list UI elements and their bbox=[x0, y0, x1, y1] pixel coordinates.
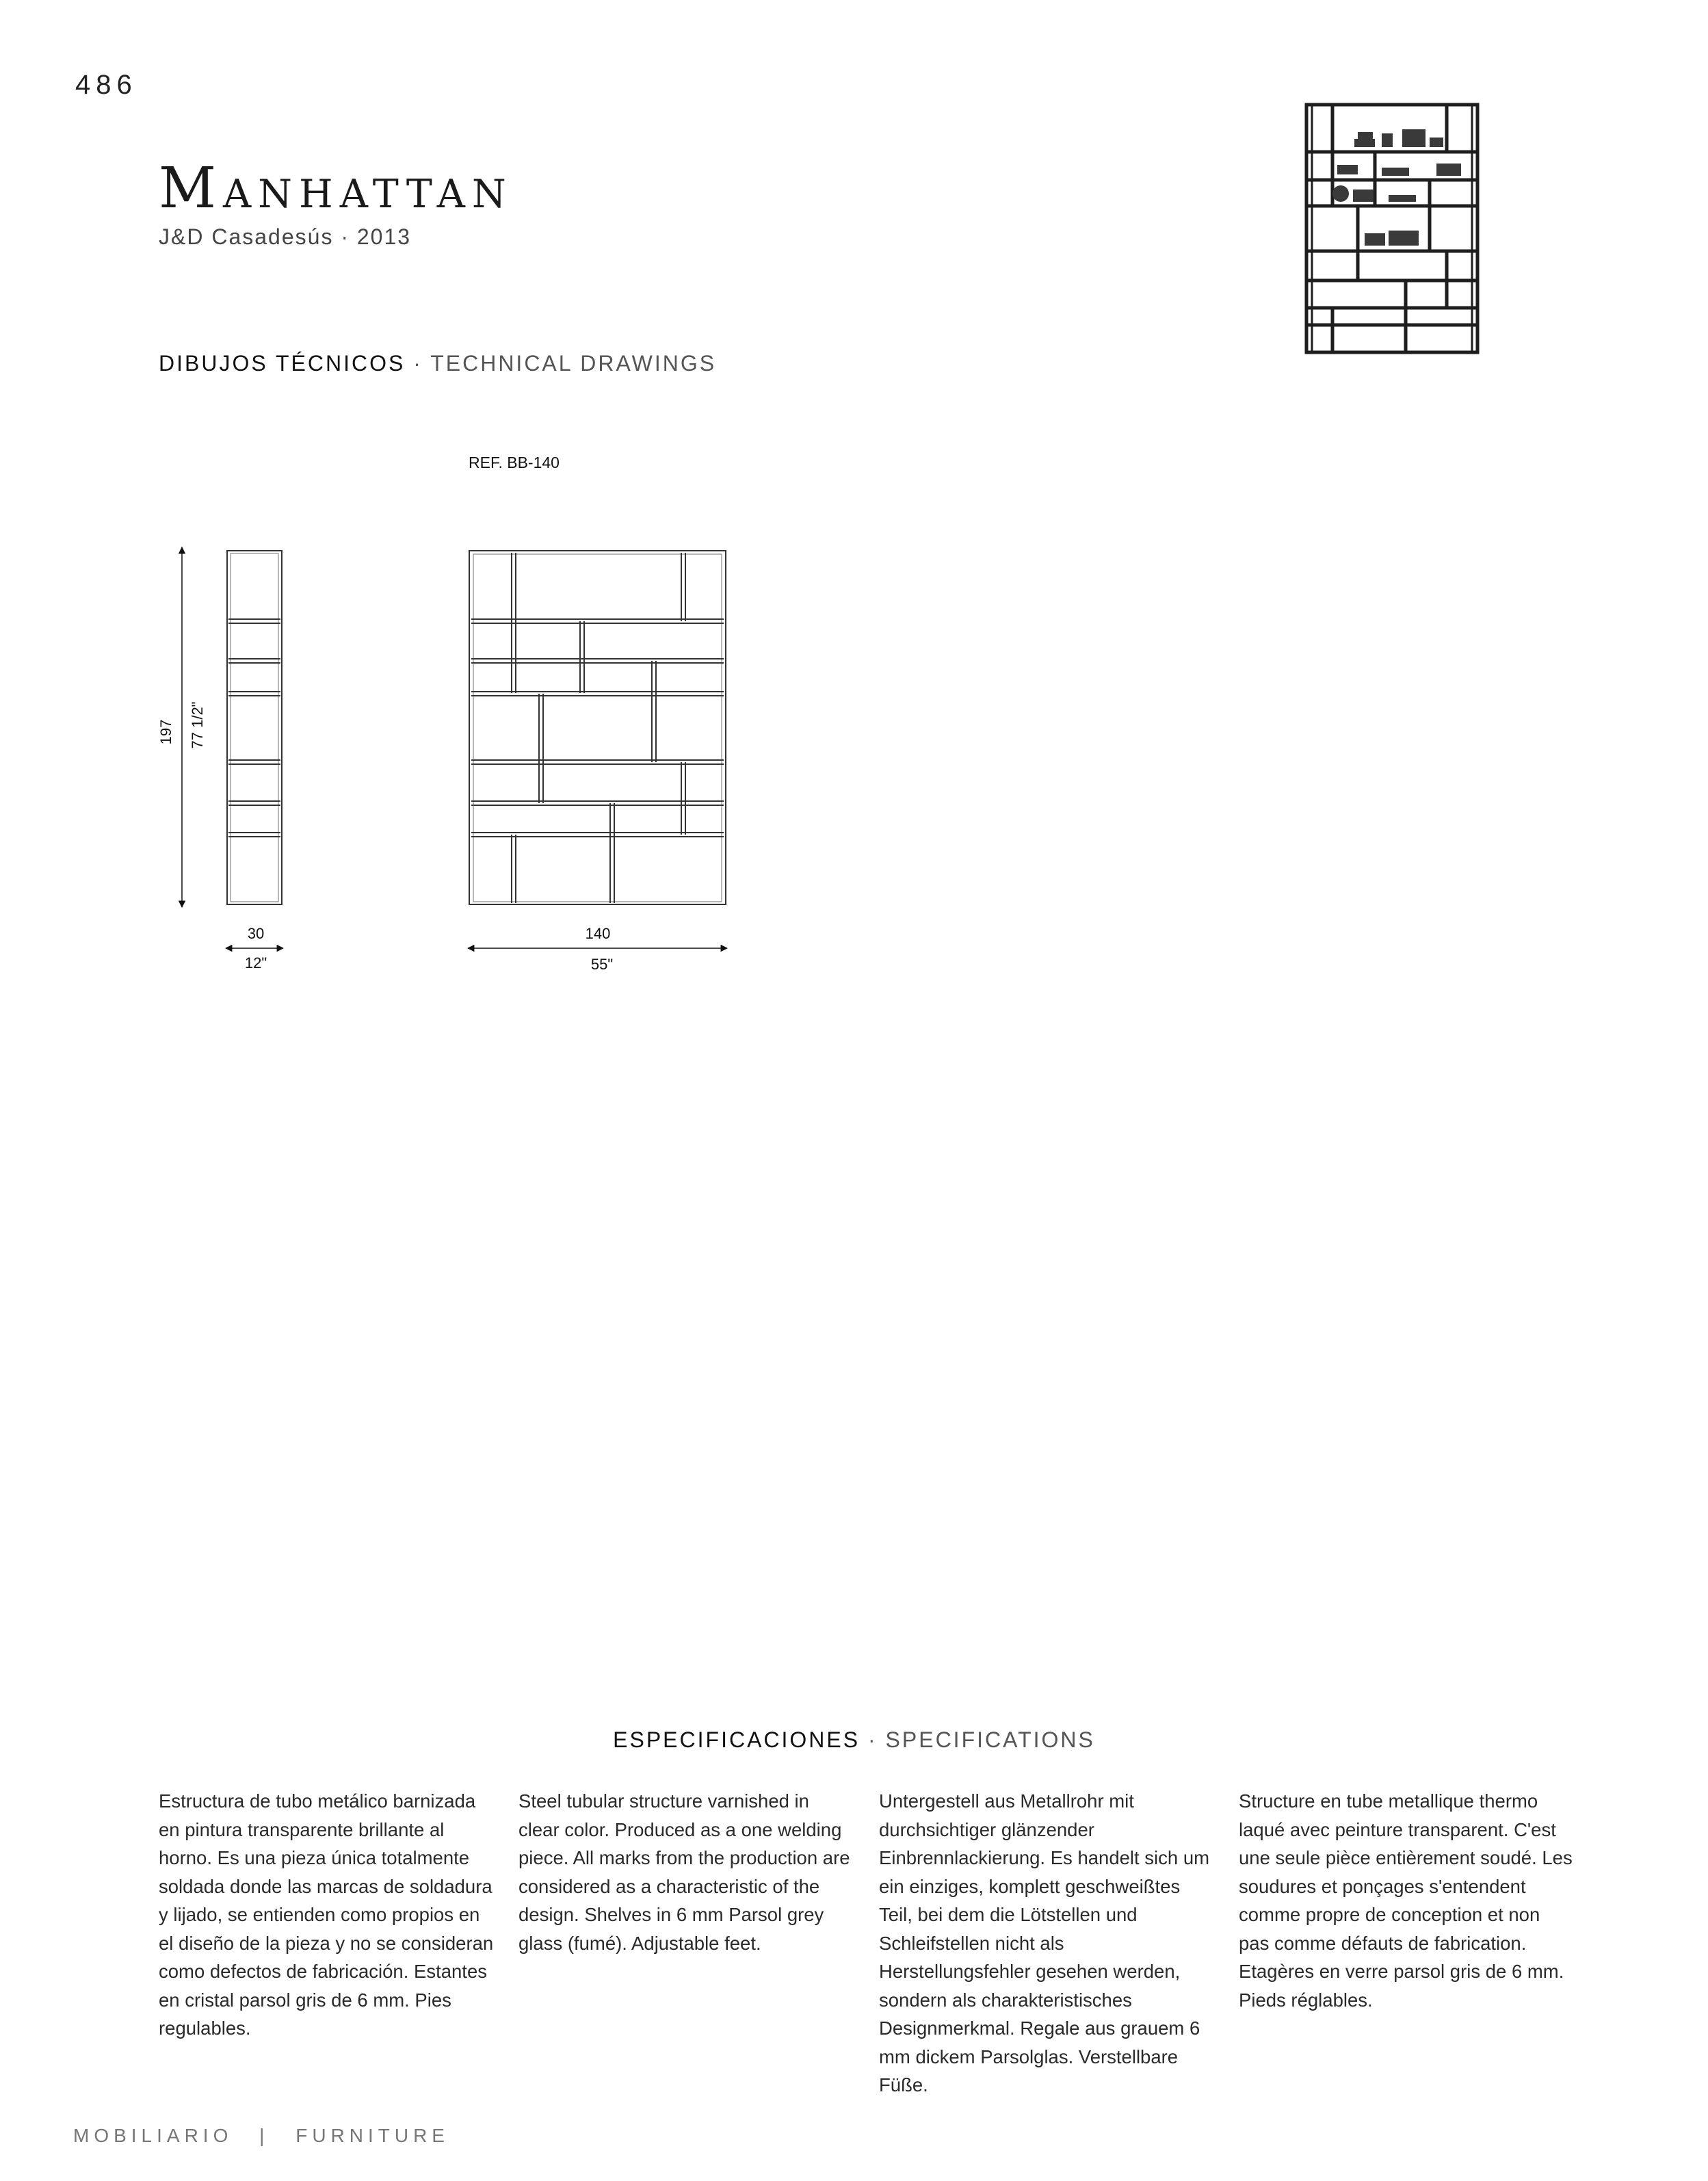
heading-separator: · bbox=[405, 351, 431, 376]
technical-drawing bbox=[150, 438, 752, 971]
footer-divider: | bbox=[259, 2125, 270, 2146]
spec-text-german: Untergestell aus Metallrohr mit durchsichtiger glänzender Einbrennlackierung. Es handelt sich um ein einziges, komplett geschweißtes Teil, bei dem die Lötstellen und Schleifstellen nicht als Herstellungsfehler gesehen werden, sondern als charakteristisches Designmerkmal. Regale aus grauem 6 mm dickem Parsolglas. Verstellbare Füße. bbox=[879, 1790, 1210, 2095]
ref-label: REF. BB-140 bbox=[469, 454, 560, 471]
height-cm-label: 197 bbox=[157, 719, 174, 745]
heading-es: ESPECIFICACIONES bbox=[613, 1727, 860, 1752]
heading-separator: · bbox=[860, 1727, 886, 1752]
spec-text-french-feet: Pieds réglables. bbox=[1239, 1989, 1373, 2011]
depth-in-label: 12" bbox=[244, 954, 267, 971]
width-cm-label: 140 bbox=[585, 925, 611, 942]
spec-text-english: Steel tubular structure varnished in clear color. Produced as a one welding piece. All marks from the production are considered as a characteristic of the design. Shelves in 6 mm Parsol grey glass (fumé). Adjustable feet. bbox=[518, 1790, 850, 1954]
heading-en: SPECIFICATIONS bbox=[885, 1727, 1095, 1752]
spec-text-french bbox=[1239, 1787, 1574, 2014]
side-view-drawing bbox=[227, 551, 282, 904]
depth-cm-label: 30 bbox=[247, 925, 265, 942]
dimension-lines bbox=[182, 547, 727, 948]
spec-text-spanish: Estructura de tubo metálico barnizada en pintura transparente brillante al horno. Es una pieza única totalmente soldada donde las marcas de soldadura y lijado, se entienden como propios en el diseño de la pieza y no se consideran como defectos de fabricación. Estantes en cristal parsol gris de 6 mm. Pies regulables. bbox=[159, 1790, 494, 2039]
height-in-label: 77 1/2" bbox=[189, 701, 206, 749]
product-photo bbox=[1300, 99, 1484, 356]
heading-en: TECHNICAL DRAWINGS bbox=[430, 351, 717, 376]
footer-left: MOBILIARIO bbox=[73, 2125, 233, 2146]
product-title: Manhattan bbox=[159, 156, 513, 221]
heading-es: DIBUJOS TÉCNICOS bbox=[159, 351, 406, 376]
footer-section-label bbox=[73, 2125, 449, 2147]
front-view-drawing bbox=[469, 551, 726, 904]
page-number: 486 bbox=[75, 70, 137, 100]
designer-year: J&D Casadesús · 2013 bbox=[159, 224, 412, 249]
spec-text-french-body: Structure en tube metallique thermo laqué avec peinture transparent. C'est une seule pièce entièrement soudé. Les soudures et ponçages s'entendent comme propre de conception et non pas comme défauts de fabrication. Etagères en verre parsol gris de 6 mm. bbox=[1239, 1790, 1573, 1982]
footer-right: FURNITURE bbox=[295, 2125, 449, 2146]
specifications-heading bbox=[0, 1727, 1708, 1753]
width-in-label: 55" bbox=[590, 956, 614, 971]
technical-drawings-heading bbox=[159, 351, 716, 376]
